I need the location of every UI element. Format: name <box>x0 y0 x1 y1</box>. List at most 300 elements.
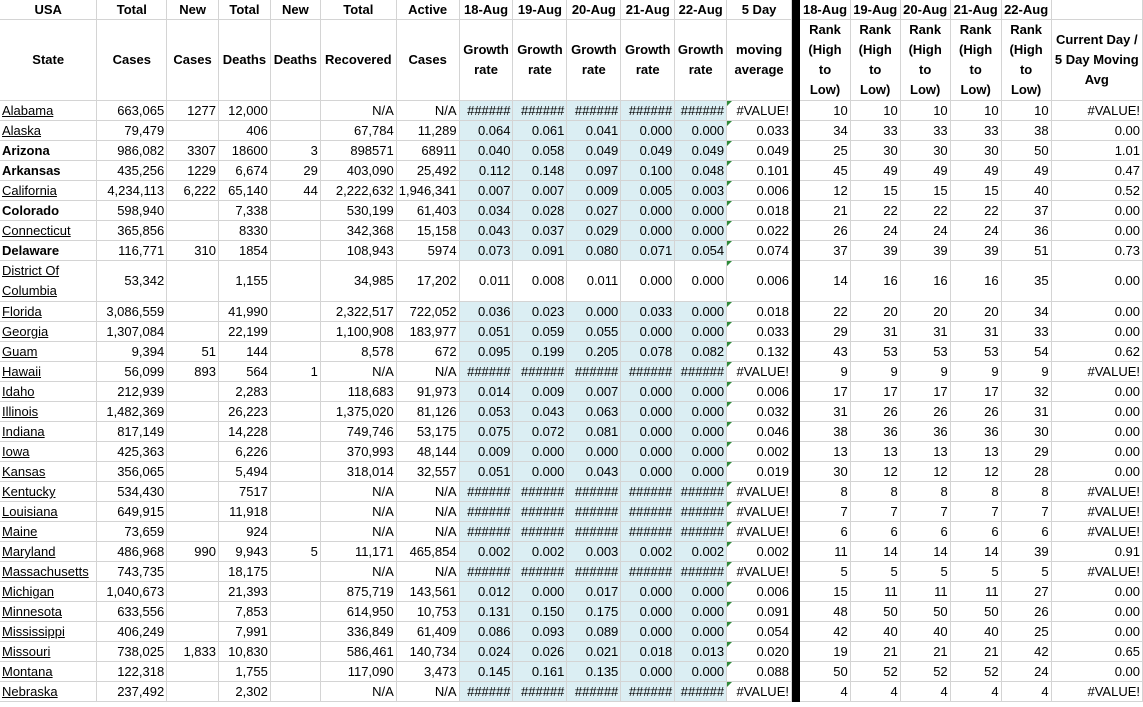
data-cell[interactable]: 0.000 <box>675 582 727 602</box>
data-cell[interactable]: 24 <box>1001 662 1051 682</box>
data-cell[interactable]: ###### <box>621 562 675 582</box>
data-cell[interactable]: 28 <box>1001 462 1051 482</box>
data-cell[interactable]: 20 <box>900 302 950 322</box>
state-cell[interactable] <box>0 322 97 342</box>
data-cell[interactable]: 1,375,020 <box>320 402 396 422</box>
data-cell[interactable]: 73,659 <box>97 522 167 542</box>
data-cell[interactable]: 0.033 <box>727 322 792 342</box>
header-cell[interactable]: Total <box>97 0 167 20</box>
data-cell[interactable]: N/A <box>396 502 459 522</box>
data-cell[interactable]: 34 <box>800 121 850 141</box>
data-cell[interactable]: 406,249 <box>97 622 167 642</box>
state-link[interactable]: Nebraska <box>2 684 58 699</box>
state-link[interactable]: Hawaii <box>2 364 42 379</box>
data-cell[interactable]: 0.000 <box>675 422 727 442</box>
data-cell[interactable]: 0.000 <box>621 582 675 602</box>
data-cell[interactable] <box>167 221 219 241</box>
data-cell[interactable]: 6,674 <box>218 161 270 181</box>
data-cell[interactable]: 6 <box>850 522 900 542</box>
data-cell[interactable]: #VALUE! <box>727 362 792 382</box>
data-cell[interactable]: 0.00 <box>1051 442 1142 462</box>
data-cell[interactable]: 0.000 <box>621 382 675 402</box>
data-cell[interactable]: ###### <box>675 502 727 522</box>
state-cell[interactable] <box>0 181 97 201</box>
data-cell[interactable]: 17 <box>800 382 850 402</box>
data-cell[interactable]: 8330 <box>218 221 270 241</box>
data-cell[interactable]: 21 <box>900 642 950 662</box>
data-cell[interactable]: 39 <box>900 241 950 261</box>
data-cell[interactable]: 7 <box>1001 502 1051 522</box>
data-cell[interactable]: 33 <box>950 121 1001 141</box>
data-cell[interactable]: N/A <box>396 482 459 502</box>
data-cell[interactable]: 31 <box>850 322 900 342</box>
data-cell[interactable]: 29 <box>270 161 320 181</box>
data-cell[interactable]: 0.150 <box>513 602 567 622</box>
header-cell[interactable]: 18-Aug <box>459 0 513 20</box>
data-cell[interactable]: 7517 <box>218 482 270 502</box>
data-cell[interactable]: 5 <box>850 562 900 582</box>
data-cell[interactable]: 486,968 <box>97 542 167 562</box>
data-cell[interactable]: ###### <box>459 362 513 382</box>
data-cell[interactable]: 10 <box>800 101 850 121</box>
data-cell[interactable]: 0.91 <box>1051 542 1142 562</box>
data-cell[interactable]: 0.005 <box>621 181 675 201</box>
data-cell[interactable]: 10 <box>850 101 900 121</box>
data-cell[interactable]: 56,099 <box>97 362 167 382</box>
data-cell[interactable]: 38 <box>1001 121 1051 141</box>
data-cell[interactable]: 0.064 <box>459 121 513 141</box>
data-cell[interactable]: 118,683 <box>320 382 396 402</box>
data-cell[interactable]: 0.000 <box>621 442 675 462</box>
data-cell[interactable]: 0.00 <box>1051 201 1142 221</box>
data-cell[interactable] <box>270 522 320 542</box>
data-cell[interactable]: 17,202 <box>396 261 459 302</box>
data-cell[interactable]: 633,556 <box>97 602 167 622</box>
data-cell[interactable]: 67,784 <box>320 121 396 141</box>
data-cell[interactable]: 0.205 <box>567 342 621 362</box>
data-cell[interactable]: 4 <box>850 682 900 702</box>
data-cell[interactable]: 0.002 <box>727 542 792 562</box>
data-cell[interactable]: 37 <box>1001 201 1051 221</box>
data-cell[interactable]: #VALUE! <box>727 682 792 702</box>
header-cell[interactable]: Deaths <box>270 20 320 101</box>
data-cell[interactable]: 11 <box>850 582 900 602</box>
data-cell[interactable]: 21 <box>800 201 850 221</box>
data-cell[interactable]: 365,856 <box>97 221 167 241</box>
data-cell[interactable] <box>270 502 320 522</box>
data-cell[interactable]: 0.00 <box>1051 402 1142 422</box>
data-cell[interactable]: 0.000 <box>675 662 727 682</box>
data-cell[interactable]: 33 <box>850 121 900 141</box>
data-cell[interactable] <box>167 482 219 502</box>
data-cell[interactable]: 61,403 <box>396 201 459 221</box>
data-cell[interactable]: 21 <box>950 642 1001 662</box>
data-cell[interactable] <box>270 302 320 322</box>
data-cell[interactable]: 26 <box>950 402 1001 422</box>
data-cell[interactable]: 117,090 <box>320 662 396 682</box>
data-cell[interactable]: 68911 <box>396 141 459 161</box>
data-cell[interactable]: 0.00 <box>1051 121 1142 141</box>
state-cell[interactable] <box>0 362 97 382</box>
data-cell[interactable]: 0.018 <box>727 201 792 221</box>
data-cell[interactable]: 0.061 <box>513 121 567 141</box>
state-link[interactable]: Maine <box>2 524 38 539</box>
data-cell[interactable]: 0.049 <box>567 141 621 161</box>
data-cell[interactable]: ###### <box>459 482 513 502</box>
state-cell[interactable] <box>0 422 97 442</box>
data-cell[interactable]: 26 <box>1001 602 1051 622</box>
data-cell[interactable]: 672 <box>396 342 459 362</box>
data-cell[interactable]: 237,492 <box>97 682 167 702</box>
data-cell[interactable] <box>167 442 219 462</box>
state-link[interactable]: District Of Columbia <box>2 263 60 298</box>
data-cell[interactable]: 30 <box>950 141 1001 161</box>
data-cell[interactable]: 898571 <box>320 141 396 161</box>
data-cell[interactable]: 0.089 <box>567 622 621 642</box>
data-cell[interactable] <box>270 101 320 121</box>
data-cell[interactable]: 39 <box>850 241 900 261</box>
data-cell[interactable]: 893 <box>167 362 219 382</box>
data-cell[interactable]: 649,915 <box>97 502 167 522</box>
data-cell[interactable]: #VALUE! <box>727 522 792 542</box>
data-cell[interactable]: 5974 <box>396 241 459 261</box>
data-cell[interactable]: 0.00 <box>1051 622 1142 642</box>
data-cell[interactable]: 598,940 <box>97 201 167 221</box>
state-link[interactable]: Minnesota <box>2 604 62 619</box>
data-cell[interactable]: 0.007 <box>459 181 513 201</box>
data-cell[interactable]: 6 <box>950 522 1001 542</box>
header-cell[interactable] <box>1051 0 1142 20</box>
data-cell[interactable]: 1,155 <box>218 261 270 302</box>
data-cell[interactable]: 0.00 <box>1051 602 1142 622</box>
data-cell[interactable]: #VALUE! <box>727 502 792 522</box>
state-link[interactable]: Connecticut <box>2 223 71 238</box>
header-cell[interactable]: New <box>167 0 219 20</box>
data-cell[interactable]: 0.021 <box>567 642 621 662</box>
data-cell[interactable]: 0.000 <box>675 261 727 302</box>
data-cell[interactable]: 465,854 <box>396 542 459 562</box>
data-cell[interactable]: 9 <box>950 362 1001 382</box>
data-cell[interactable]: 0.026 <box>513 642 567 662</box>
data-cell[interactable]: N/A <box>320 502 396 522</box>
state-link[interactable]: Kansas <box>2 464 46 479</box>
data-cell[interactable] <box>167 422 219 442</box>
data-cell[interactable]: 2,302 <box>218 682 270 702</box>
data-cell[interactable]: 0.036 <box>459 302 513 322</box>
data-cell[interactable]: 26,223 <box>218 402 270 422</box>
data-cell[interactable]: 0.000 <box>675 302 727 322</box>
header-cell[interactable]: Cases <box>167 20 219 101</box>
data-cell[interactable]: 0.002 <box>727 442 792 462</box>
data-cell[interactable]: 0.006 <box>727 261 792 302</box>
data-cell[interactable] <box>167 322 219 342</box>
state-cell[interactable] <box>0 161 97 181</box>
column-separator[interactable] <box>791 20 800 101</box>
data-cell[interactable]: 22 <box>950 201 1001 221</box>
data-cell[interactable]: 0.175 <box>567 602 621 622</box>
data-cell[interactable]: 65,140 <box>218 181 270 201</box>
data-cell[interactable]: 51 <box>167 342 219 362</box>
data-cell[interactable] <box>270 482 320 502</box>
data-cell[interactable]: 0.62 <box>1051 342 1142 362</box>
data-cell[interactable]: 1229 <box>167 161 219 181</box>
data-cell[interactable]: 52 <box>850 662 900 682</box>
data-cell[interactable]: 0.145 <box>459 662 513 682</box>
column-separator[interactable] <box>791 0 800 20</box>
state-link[interactable]: Alabama <box>2 103 54 118</box>
header-cell[interactable]: moving average <box>727 20 792 101</box>
data-cell[interactable]: 0.101 <box>727 161 792 181</box>
data-cell[interactable]: ###### <box>459 502 513 522</box>
data-cell[interactable]: #VALUE! <box>1051 502 1142 522</box>
data-cell[interactable]: ###### <box>513 482 567 502</box>
header-cell[interactable]: State <box>0 20 97 101</box>
data-cell[interactable]: 0.078 <box>621 342 675 362</box>
data-cell[interactable]: 0.000 <box>675 221 727 241</box>
data-cell[interactable]: ###### <box>621 682 675 702</box>
data-cell[interactable]: 140,734 <box>396 642 459 662</box>
data-cell[interactable]: 54 <box>1001 342 1051 362</box>
state-link[interactable]: Iowa <box>2 444 30 459</box>
data-cell[interactable]: 564 <box>218 362 270 382</box>
data-cell[interactable]: 25 <box>800 141 850 161</box>
data-cell[interactable]: 0.049 <box>727 141 792 161</box>
data-cell[interactable] <box>270 562 320 582</box>
data-cell[interactable]: 0.037 <box>513 221 567 241</box>
header-cell[interactable]: Growth rate <box>621 20 675 101</box>
data-cell[interactable]: 1,307,084 <box>97 322 167 342</box>
data-cell[interactable]: 26 <box>850 402 900 422</box>
header-cell[interactable]: 21-Aug <box>621 0 675 20</box>
data-cell[interactable]: ###### <box>621 502 675 522</box>
data-cell[interactable]: 0.086 <box>459 622 513 642</box>
state-cell[interactable] <box>0 442 97 462</box>
state-link[interactable]: Georgia <box>2 324 49 339</box>
data-cell[interactable]: ###### <box>675 522 727 542</box>
data-cell[interactable]: ###### <box>621 522 675 542</box>
data-cell[interactable]: N/A <box>320 362 396 382</box>
data-cell[interactable]: 30 <box>850 141 900 161</box>
data-cell[interactable]: ###### <box>513 522 567 542</box>
data-cell[interactable]: 0.029 <box>567 221 621 241</box>
data-cell[interactable] <box>270 462 320 482</box>
data-cell[interactable]: ###### <box>459 562 513 582</box>
data-cell[interactable]: 17 <box>950 382 1001 402</box>
data-cell[interactable]: 34,985 <box>320 261 396 302</box>
data-cell[interactable]: 7 <box>900 502 950 522</box>
header-cell[interactable]: Recovered <box>320 20 396 101</box>
state-cell[interactable] <box>0 201 97 221</box>
data-cell[interactable]: 0.000 <box>675 402 727 422</box>
data-cell[interactable]: 0.00 <box>1051 582 1142 602</box>
data-cell[interactable]: 50 <box>900 602 950 622</box>
data-cell[interactable]: 2,322,517 <box>320 302 396 322</box>
data-cell[interactable]: 10 <box>900 101 950 121</box>
data-cell[interactable]: 986,082 <box>97 141 167 161</box>
data-cell[interactable] <box>167 502 219 522</box>
data-cell[interactable] <box>270 582 320 602</box>
data-cell[interactable] <box>167 562 219 582</box>
data-cell[interactable]: 22,199 <box>218 322 270 342</box>
data-cell[interactable]: 212,939 <box>97 382 167 402</box>
data-cell[interactable]: 11 <box>950 582 1001 602</box>
data-cell[interactable]: 0.000 <box>675 462 727 482</box>
data-cell[interactable]: 743,735 <box>97 562 167 582</box>
state-cell[interactable] <box>0 382 97 402</box>
header-cell[interactable]: 5 Day <box>727 0 792 20</box>
header-cell[interactable]: Growth rate <box>567 20 621 101</box>
data-cell[interactable]: 4 <box>950 682 1001 702</box>
header-cell[interactable]: Total <box>320 0 396 20</box>
data-cell[interactable]: 33 <box>1001 322 1051 342</box>
data-cell[interactable]: 1,946,341 <box>396 181 459 201</box>
data-cell[interactable]: 0.049 <box>621 141 675 161</box>
data-cell[interactable]: N/A <box>396 562 459 582</box>
data-cell[interactable]: 51 <box>1001 241 1051 261</box>
data-cell[interactable]: 24 <box>950 221 1001 241</box>
data-cell[interactable]: 406 <box>218 121 270 141</box>
data-cell[interactable] <box>167 662 219 682</box>
data-cell[interactable]: 0.002 <box>621 542 675 562</box>
data-cell[interactable]: 0.043 <box>513 402 567 422</box>
data-cell[interactable]: ###### <box>459 101 513 121</box>
data-cell[interactable]: 24 <box>850 221 900 241</box>
data-cell[interactable]: 4,234,113 <box>97 181 167 201</box>
data-cell[interactable]: 14 <box>900 542 950 562</box>
data-cell[interactable]: 11 <box>800 542 850 562</box>
data-cell[interactable]: 722,052 <box>396 302 459 322</box>
data-cell[interactable]: 15 <box>950 181 1001 201</box>
data-cell[interactable]: ###### <box>567 101 621 121</box>
data-cell[interactable]: 0.002 <box>459 542 513 562</box>
state-cell[interactable] <box>0 502 97 522</box>
data-cell[interactable]: 53 <box>850 342 900 362</box>
data-cell[interactable]: N/A <box>320 682 396 702</box>
data-cell[interactable]: 91,973 <box>396 382 459 402</box>
data-cell[interactable]: 0.054 <box>675 241 727 261</box>
data-cell[interactable]: 52 <box>900 662 950 682</box>
state-cell[interactable] <box>0 302 97 322</box>
data-cell[interactable]: ###### <box>567 562 621 582</box>
data-cell[interactable] <box>270 402 320 422</box>
data-cell[interactable]: 0.020 <box>727 642 792 662</box>
data-cell[interactable]: 4 <box>900 682 950 702</box>
data-cell[interactable]: 1854 <box>218 241 270 261</box>
data-cell[interactable]: 8 <box>850 482 900 502</box>
data-cell[interactable]: 48 <box>800 602 850 622</box>
data-cell[interactable]: 18600 <box>218 141 270 161</box>
data-cell[interactable]: 8 <box>950 482 1001 502</box>
header-cell[interactable]: 19-Aug <box>850 0 900 20</box>
data-cell[interactable]: 0.000 <box>513 582 567 602</box>
state-cell[interactable] <box>0 602 97 622</box>
data-cell[interactable]: 0.199 <box>513 342 567 362</box>
data-cell[interactable]: ###### <box>567 522 621 542</box>
data-cell[interactable]: 738,025 <box>97 642 167 662</box>
data-cell[interactable]: 0.000 <box>675 442 727 462</box>
data-cell[interactable]: ###### <box>459 522 513 542</box>
header-cell[interactable]: 20-Aug <box>900 0 950 20</box>
state-link[interactable]: Florida <box>2 304 42 319</box>
header-cell[interactable]: 19-Aug <box>513 0 567 20</box>
data-cell[interactable]: 9 <box>1001 362 1051 382</box>
data-cell[interactable]: 7 <box>950 502 1001 522</box>
data-cell[interactable]: 17 <box>850 382 900 402</box>
data-cell[interactable]: 53,175 <box>396 422 459 442</box>
data-cell[interactable]: 2,222,632 <box>320 181 396 201</box>
data-cell[interactable]: 43 <box>800 342 850 362</box>
data-cell[interactable]: N/A <box>320 101 396 121</box>
data-cell[interactable]: ###### <box>567 502 621 522</box>
state-link[interactable]: Massachusetts <box>2 564 89 579</box>
data-cell[interactable]: 0.032 <box>727 402 792 422</box>
data-cell[interactable]: #VALUE! <box>727 101 792 121</box>
data-cell[interactable]: 49 <box>850 161 900 181</box>
data-cell[interactable]: 7 <box>800 502 850 522</box>
data-cell[interactable]: 53 <box>900 342 950 362</box>
data-cell[interactable]: 50 <box>800 662 850 682</box>
data-cell[interactable]: 0.100 <box>621 161 675 181</box>
data-cell[interactable]: N/A <box>320 562 396 582</box>
data-cell[interactable]: 24 <box>900 221 950 241</box>
header-cell[interactable]: Rank (High to Low) <box>800 20 850 101</box>
data-cell[interactable]: 42 <box>800 622 850 642</box>
data-cell[interactable]: 15 <box>850 181 900 201</box>
data-cell[interactable]: 1277 <box>167 101 219 121</box>
data-cell[interactable]: 0.000 <box>675 201 727 221</box>
data-cell[interactable]: 8 <box>900 482 950 502</box>
data-cell[interactable]: 0.002 <box>513 542 567 562</box>
data-cell[interactable]: 0.000 <box>621 662 675 682</box>
data-cell[interactable] <box>270 121 320 141</box>
data-cell[interactable]: 0.135 <box>567 662 621 682</box>
data-cell[interactable]: 663,065 <box>97 101 167 121</box>
data-cell[interactable]: 3,086,559 <box>97 302 167 322</box>
data-cell[interactable]: 29 <box>1001 442 1051 462</box>
data-cell[interactable]: 0.034 <box>459 201 513 221</box>
state-link[interactable]: Idaho <box>2 384 35 399</box>
data-cell[interactable]: 0.52 <box>1051 181 1142 201</box>
data-cell[interactable]: 0.073 <box>459 241 513 261</box>
data-cell[interactable] <box>167 402 219 422</box>
data-cell[interactable]: 40 <box>850 622 900 642</box>
header-cell[interactable]: Rank (High to Low) <box>900 20 950 101</box>
data-cell[interactable]: 36 <box>850 422 900 442</box>
state-cell[interactable] <box>0 402 97 422</box>
header-cell[interactable]: Rank (High to Low) <box>950 20 1001 101</box>
data-cell[interactable]: 0.148 <box>513 161 567 181</box>
data-cell[interactable]: 403,090 <box>320 161 396 181</box>
data-cell[interactable]: 0.074 <box>727 241 792 261</box>
data-cell[interactable]: ###### <box>675 482 727 502</box>
data-cell[interactable]: 0.000 <box>621 622 675 642</box>
data-cell[interactable]: 0.007 <box>513 181 567 201</box>
data-cell[interactable]: 5 <box>270 542 320 562</box>
state-link[interactable]: Missouri <box>2 644 51 659</box>
data-cell[interactable]: 0.097 <box>567 161 621 181</box>
data-cell[interactable]: 0.088 <box>727 662 792 682</box>
data-cell[interactable]: 9,943 <box>218 542 270 562</box>
data-cell[interactable] <box>270 442 320 462</box>
data-cell[interactable]: 13 <box>800 442 850 462</box>
data-cell[interactable]: ###### <box>513 502 567 522</box>
data-cell[interactable]: 0.000 <box>675 121 727 141</box>
header-cell[interactable]: 18-Aug <box>800 0 850 20</box>
data-cell[interactable]: #VALUE! <box>1051 562 1142 582</box>
data-cell[interactable]: 8 <box>800 482 850 502</box>
data-cell[interactable]: 49 <box>900 161 950 181</box>
data-cell[interactable]: 0.033 <box>621 302 675 322</box>
